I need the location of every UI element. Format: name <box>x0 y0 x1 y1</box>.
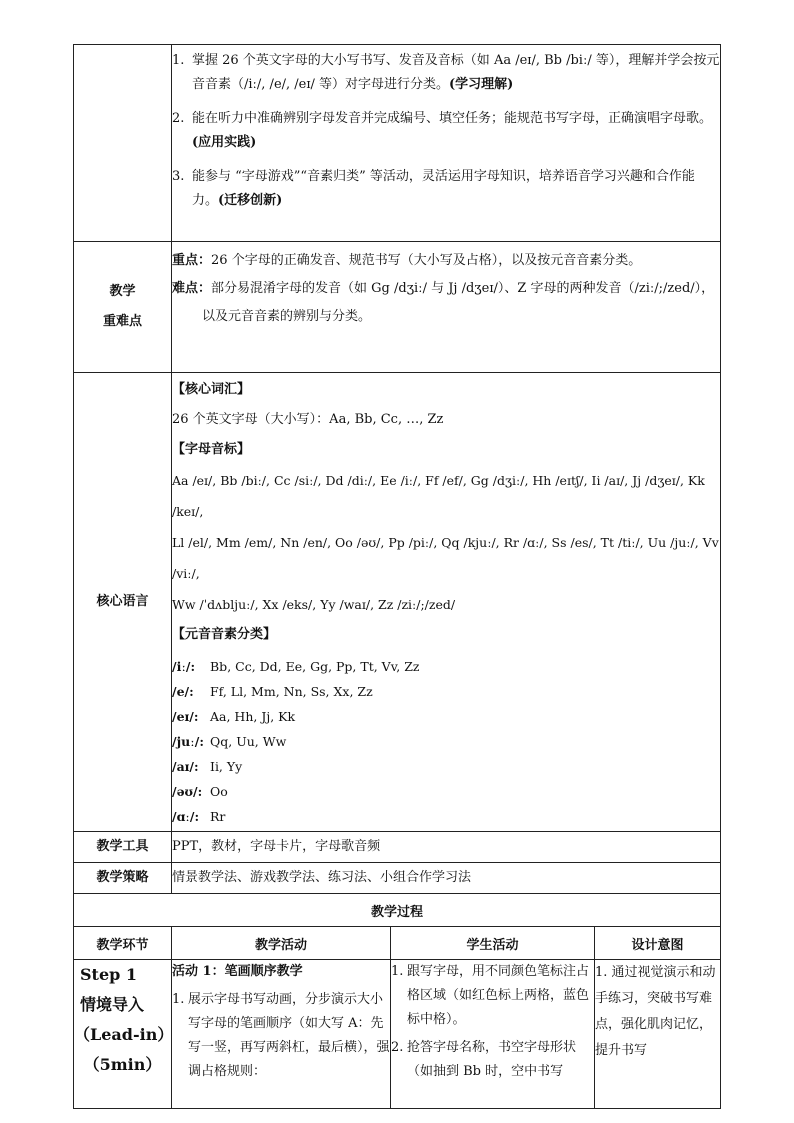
student-cell <box>391 960 595 1109</box>
key-difficult-row <box>74 242 721 373</box>
strategy-label: 教学策略 <box>74 863 172 894</box>
key-difficult-label-line2: 重难点 <box>102 314 142 329</box>
student-number: 1. <box>391 964 404 979</box>
tools-row <box>74 832 721 863</box>
vowel-letters: Ff, Ll, Mm, Nn, Ss, Xx, Zz <box>210 684 373 699</box>
vowel-sound: /iː/: <box>172 659 196 674</box>
activity-number: 1. <box>172 992 185 1007</box>
strategy-text: 情景教学法、游戏教学法、练习法、小组合作学习法 <box>172 863 721 894</box>
student-text: 跟写字母，用不同颜色笔标注占格区域（如红色标上两格，蓝色标中格）。 <box>407 964 590 1027</box>
header-activity: 教学活动 <box>172 927 391 960</box>
phonetic-line-2: Ll /el/, Mm /em/, Nn /en/, Oo /əʊ/, Pp /piː/, Qq /kjuː/, Rr /ɑː/, Ss /es/, Tt /tiː/, Uu /juː/, Vv /viː/, <box>172 535 719 581</box>
core-language-label: 核心语言 <box>74 373 172 832</box>
student-number: 2. <box>391 1040 404 1055</box>
intent-text: 1. 通过视觉演示和动手练习，突破书写难点，强化肌肉记忆，提升书写 <box>595 965 716 1058</box>
vowel-sound: /aɪ/: <box>172 759 199 774</box>
objective-number: 1. <box>172 53 185 68</box>
objectives-cell <box>172 45 721 242</box>
student-text: 抢答字母名称，书空字母形状（如抽到 Bb 时，空中书写 <box>407 1040 577 1079</box>
lesson-plan-table <box>73 44 721 1109</box>
header-intent: 设计意图 <box>595 927 721 960</box>
process-step-row <box>74 960 721 1109</box>
vowel-row <box>172 729 720 754</box>
core-language-row <box>74 373 721 832</box>
intent-cell <box>595 960 721 1109</box>
difficult-text: 部分易混淆字母的发音（如 Gg /dʒiː/ 与 Jj /dʒeɪ/）、Z 字母的两种发音（/ziː/;/zed/）， <box>211 281 715 296</box>
tools-text: PPT，教材，字母卡片，字母歌音频 <box>172 832 721 863</box>
step-number: Step 1 <box>80 965 138 984</box>
vowel-row <box>172 704 720 729</box>
student-item <box>391 960 594 1032</box>
objective-item-2 <box>172 107 720 155</box>
header-step: 教学环节 <box>74 927 172 960</box>
step-english: （Lead-in） <box>74 1025 174 1044</box>
key-difficult-label-line1: 教学 <box>109 284 136 299</box>
objective-item-3 <box>172 165 720 213</box>
difficult-point <box>172 276 720 302</box>
vowel-row <box>172 779 720 804</box>
key-point <box>172 246 720 276</box>
objective-tag: (迁移创新) <box>218 193 283 208</box>
vowel-sound: /ɑː/: <box>172 809 200 824</box>
vocab-title: 【核心词汇】 <box>172 382 251 397</box>
objective-tag: (应用实践) <box>192 135 257 150</box>
tools-label: 教学工具 <box>74 832 172 863</box>
vowel-letters: Ii, Yy <box>210 759 243 774</box>
key-difficult-label <box>74 242 172 373</box>
student-item <box>391 1036 594 1084</box>
header-student: 学生活动 <box>391 927 595 960</box>
vowel-sound: /əʊ/: <box>172 784 203 799</box>
vowel-row <box>172 679 720 704</box>
objectives-label-cell <box>74 45 172 242</box>
phonetic-title: 【字母音标】 <box>172 442 251 457</box>
vowel-row <box>172 754 720 779</box>
vowel-letters: Qq, Uu, Ww <box>210 734 287 749</box>
objective-number: 2. <box>172 111 185 126</box>
process-header-row <box>74 927 721 960</box>
objective-text: 能参与 “字母游戏”“音素归类” 等活动，灵活运用字母知识，培养语音学习兴趣和合作能力。 <box>192 169 695 208</box>
vowel-sound: /juː/: <box>172 734 204 749</box>
vowel-letters: Oo <box>210 784 228 799</box>
activity-item <box>172 988 390 1084</box>
vowel-title: 【元音音素分类】 <box>172 627 277 642</box>
objective-text: 能在听力中准确辨别字母发音并完成编号、填空任务；能规范书写字母，正确演唱字母歌。 <box>192 111 713 126</box>
core-language-cell <box>172 373 721 832</box>
activity-text: 展示字母书写动画，分步演示大小写字母的笔画顺序（如大写 A：先写一竖，再写两斜杠，最后横），强调占格规则： <box>188 992 390 1079</box>
step-cell <box>74 960 172 1109</box>
vowel-row <box>172 804 720 831</box>
vowel-letters: Rr <box>210 809 226 824</box>
activity-title: 活动 1：笔画顺序教学 <box>172 964 303 979</box>
vowel-letters: Bb, Cc, Dd, Ee, Gg, Pp, Tt, Vv, Zz <box>210 659 420 674</box>
process-title: 教学过程 <box>74 894 721 927</box>
step-duration: （5min） <box>83 1055 162 1074</box>
strategy-row <box>74 863 721 894</box>
vowel-letters: Aa, Hh, Jj, Kk <box>210 709 296 724</box>
phonetic-line-3: Ww /ˈdʌbljuː/, Xx /eks/, Yy /waɪ/, Zz /ziː/;/zed/ <box>172 597 456 612</box>
vowel-sound: /e/: <box>172 684 194 699</box>
objective-text: 掌握 26 个英文字母的大小写书写、发音及音标（如 Aa /eɪ/, Bb /biː/ 等），理解并学会按元音音素（/iː/, /e/, /eɪ/ 等）对字母进行分类。 <box>192 53 720 92</box>
difficult-prefix: 难点： <box>172 281 212 296</box>
difficult-continuation: 以及元音音素的辨别与分类。 <box>202 309 372 324</box>
step-name: 情境导入 <box>80 995 145 1014</box>
activity-cell <box>172 960 391 1109</box>
key-difficult-cell <box>172 242 721 373</box>
key-prefix: 重点： <box>172 253 212 268</box>
objective-item-1 <box>172 49 720 97</box>
vowel-sound: /eɪ/: <box>172 709 199 724</box>
objective-number: 3. <box>172 169 185 184</box>
objectives-row <box>74 45 721 242</box>
objective-tag: (学习理解) <box>449 77 514 92</box>
vowel-row <box>172 654 720 679</box>
phonetic-line-1: Aa /eɪ/, Bb /biː/, Cc /siː/, Dd /diː/, Ee /iː/, Ff /ef/, Gg /dʒiː/, Hh /eɪtʃ/, Ii /aɪ/, Jj /dʒeɪ/, Kk /keɪ/, <box>172 473 705 519</box>
key-text: 26 个字母的正确发音、规范书写（大小写及占格），以及按元音音素分类。 <box>211 253 642 268</box>
vocab-text: 26 个英文字母（大小写）：Aa, Bb, Cc, …, Zz <box>172 412 444 427</box>
process-title-row <box>74 894 721 927</box>
